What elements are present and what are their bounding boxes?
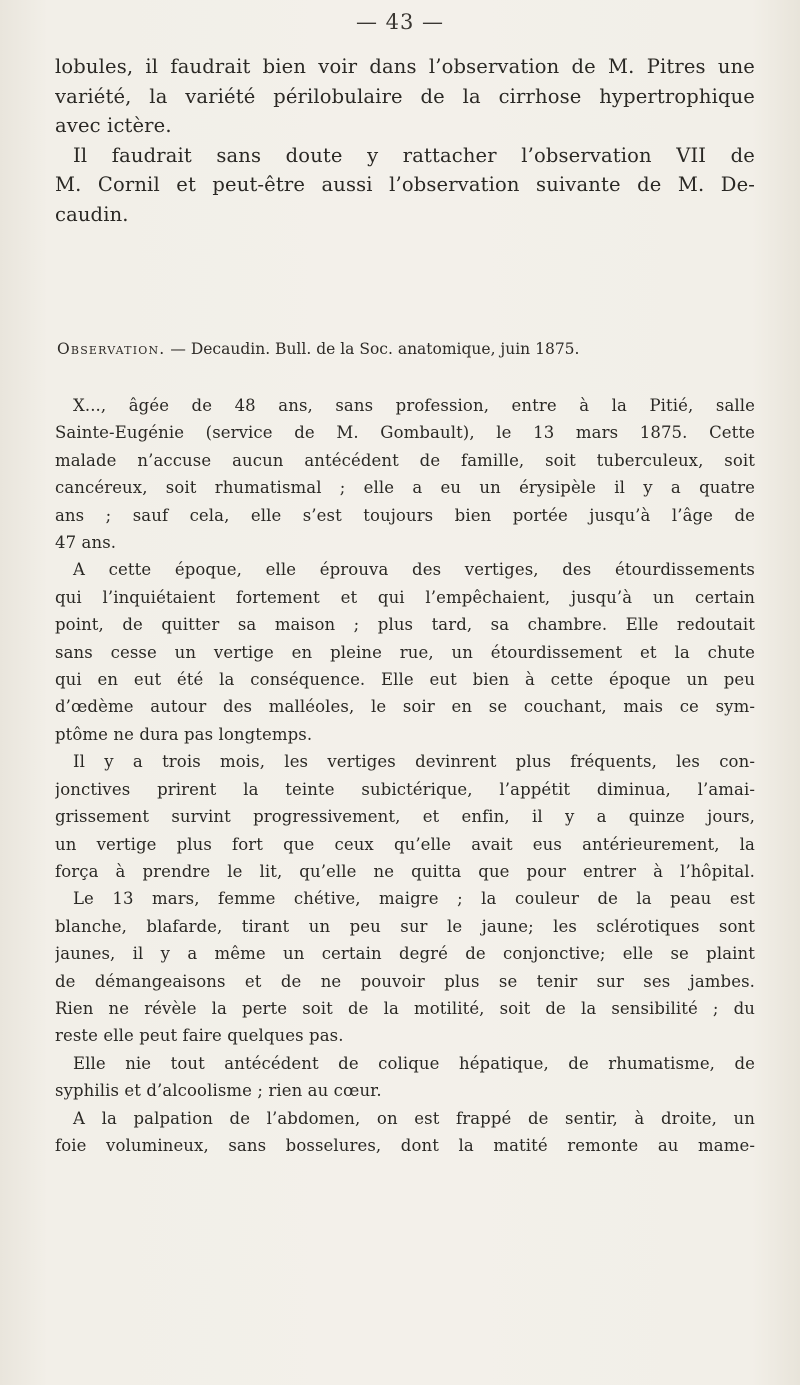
observation-heading [57,340,757,358]
text-line: Rien ne révèle la perte soit de la motilité, soit de la sensibilité ; du [55,998,755,1018]
text-line: 47 ans. [55,533,117,553]
text-line: M. Cornil et peut-être aussi l’observation suivante de M. De- [55,173,755,196]
text-line: malade n’accuse aucun antécédent de famille, soit tuberculeux, soit [55,450,755,470]
intro-paragraphs [55,52,755,229]
text-line: jonctives prirent la teinte subictérique, l’appétit diminua, l’amai- [55,779,755,799]
observation-citation: Decaudin. Bull. de la Soc. anatomique, juin 1875. [190,340,580,358]
text-line: sans cesse un vertige en pleine rue, un étourdissement et la chute [55,642,755,662]
text-line: d’œdème autour des malléoles, le soir en se couchant, mais ce sym- [55,697,755,717]
text-line: syphilis et d’alcoolisme ; rien au cœur. [55,1081,382,1101]
observation-dash: — [170,340,186,358]
text-line: foie volumineux, sans bosselures, dont la matité remonte au mame- [55,1135,755,1155]
text-line: point, de quitter sa maison ; plus tard, sa chambre. Elle redoutait [55,615,755,635]
text-line: reste elle peut faire quelques pas. [55,1026,344,1046]
text-line: Elle nie tout antécédent de colique hépatique, de rhumatisme, de [73,1053,755,1073]
text-line: Il faudrait sans doute y rattacher l’observation VII de [73,143,755,167]
text-line: variété, la variété périlobulaire de la cirrhose hypertrophique [55,84,755,108]
text-line: lobules, il faudrait bien voir dans l’observation de M. Pitres une [55,55,755,78]
text-line: qui l’inquiétaient fortement et qui l’empêchaient, jusqu’à un certain [55,587,755,607]
text-line: qui en eut été la conséquence. Elle eut bien à cette époque un peu [55,670,755,690]
text-line: de démangeaisons et de ne pouvoir plus se tenir sur ses jambes. [55,971,755,991]
text-line: força à prendre le lit, qu’elle ne quitta que pour entrer à l’hôpital. [55,861,755,881]
text-line: caudin. [55,202,129,226]
text-line: jaunes, il y a même un certain degré de conjonctive; elle se plaint [55,944,755,964]
observation-body [55,392,755,1159]
text-line: A cette époque, elle éprouva des vertiges, des étourdissements [73,560,755,580]
text-line: ans ; sauf cela, elle s’est toujours bien portée jusqu’à l’âge de [55,505,755,525]
text-line: A la palpation de l’abdomen, on est frappé de sentir, à droite, un [73,1108,755,1128]
text-line: Il y a trois mois, les vertiges devinrent plus fréquents, les con- [73,752,755,772]
text-line: cancéreux, soit rhumatismal ; elle a eu un érysipèle il y a quatre [55,478,755,498]
page-number: — 43 — [355,10,445,34]
text-line: un vertige plus fort que ceux qu’elle avait eus antérieurement, la [55,834,755,854]
text-line: blanche, blafarde, tirant un peu sur le jaune; les sclérotiques sont [55,916,755,936]
text-line: X..., âgée de 48 ans, sans profession, entre à la Pitié, salle [73,396,755,415]
text-line: grissement survint progressivement, et enfin, il y a quinze jours, [55,807,755,827]
text-line: Le 13 mars, femme chétive, maigre ; la couleur de la peau est [73,889,755,909]
text-line: avec ictère. [55,114,172,137]
observation-label: Observation. [57,340,166,358]
text-line: Sainte-Eugénie (service de M. Gombault), le 13 mars 1875. Cette [55,423,755,443]
text-line: ptôme ne dura pas longtemps. [55,724,313,744]
